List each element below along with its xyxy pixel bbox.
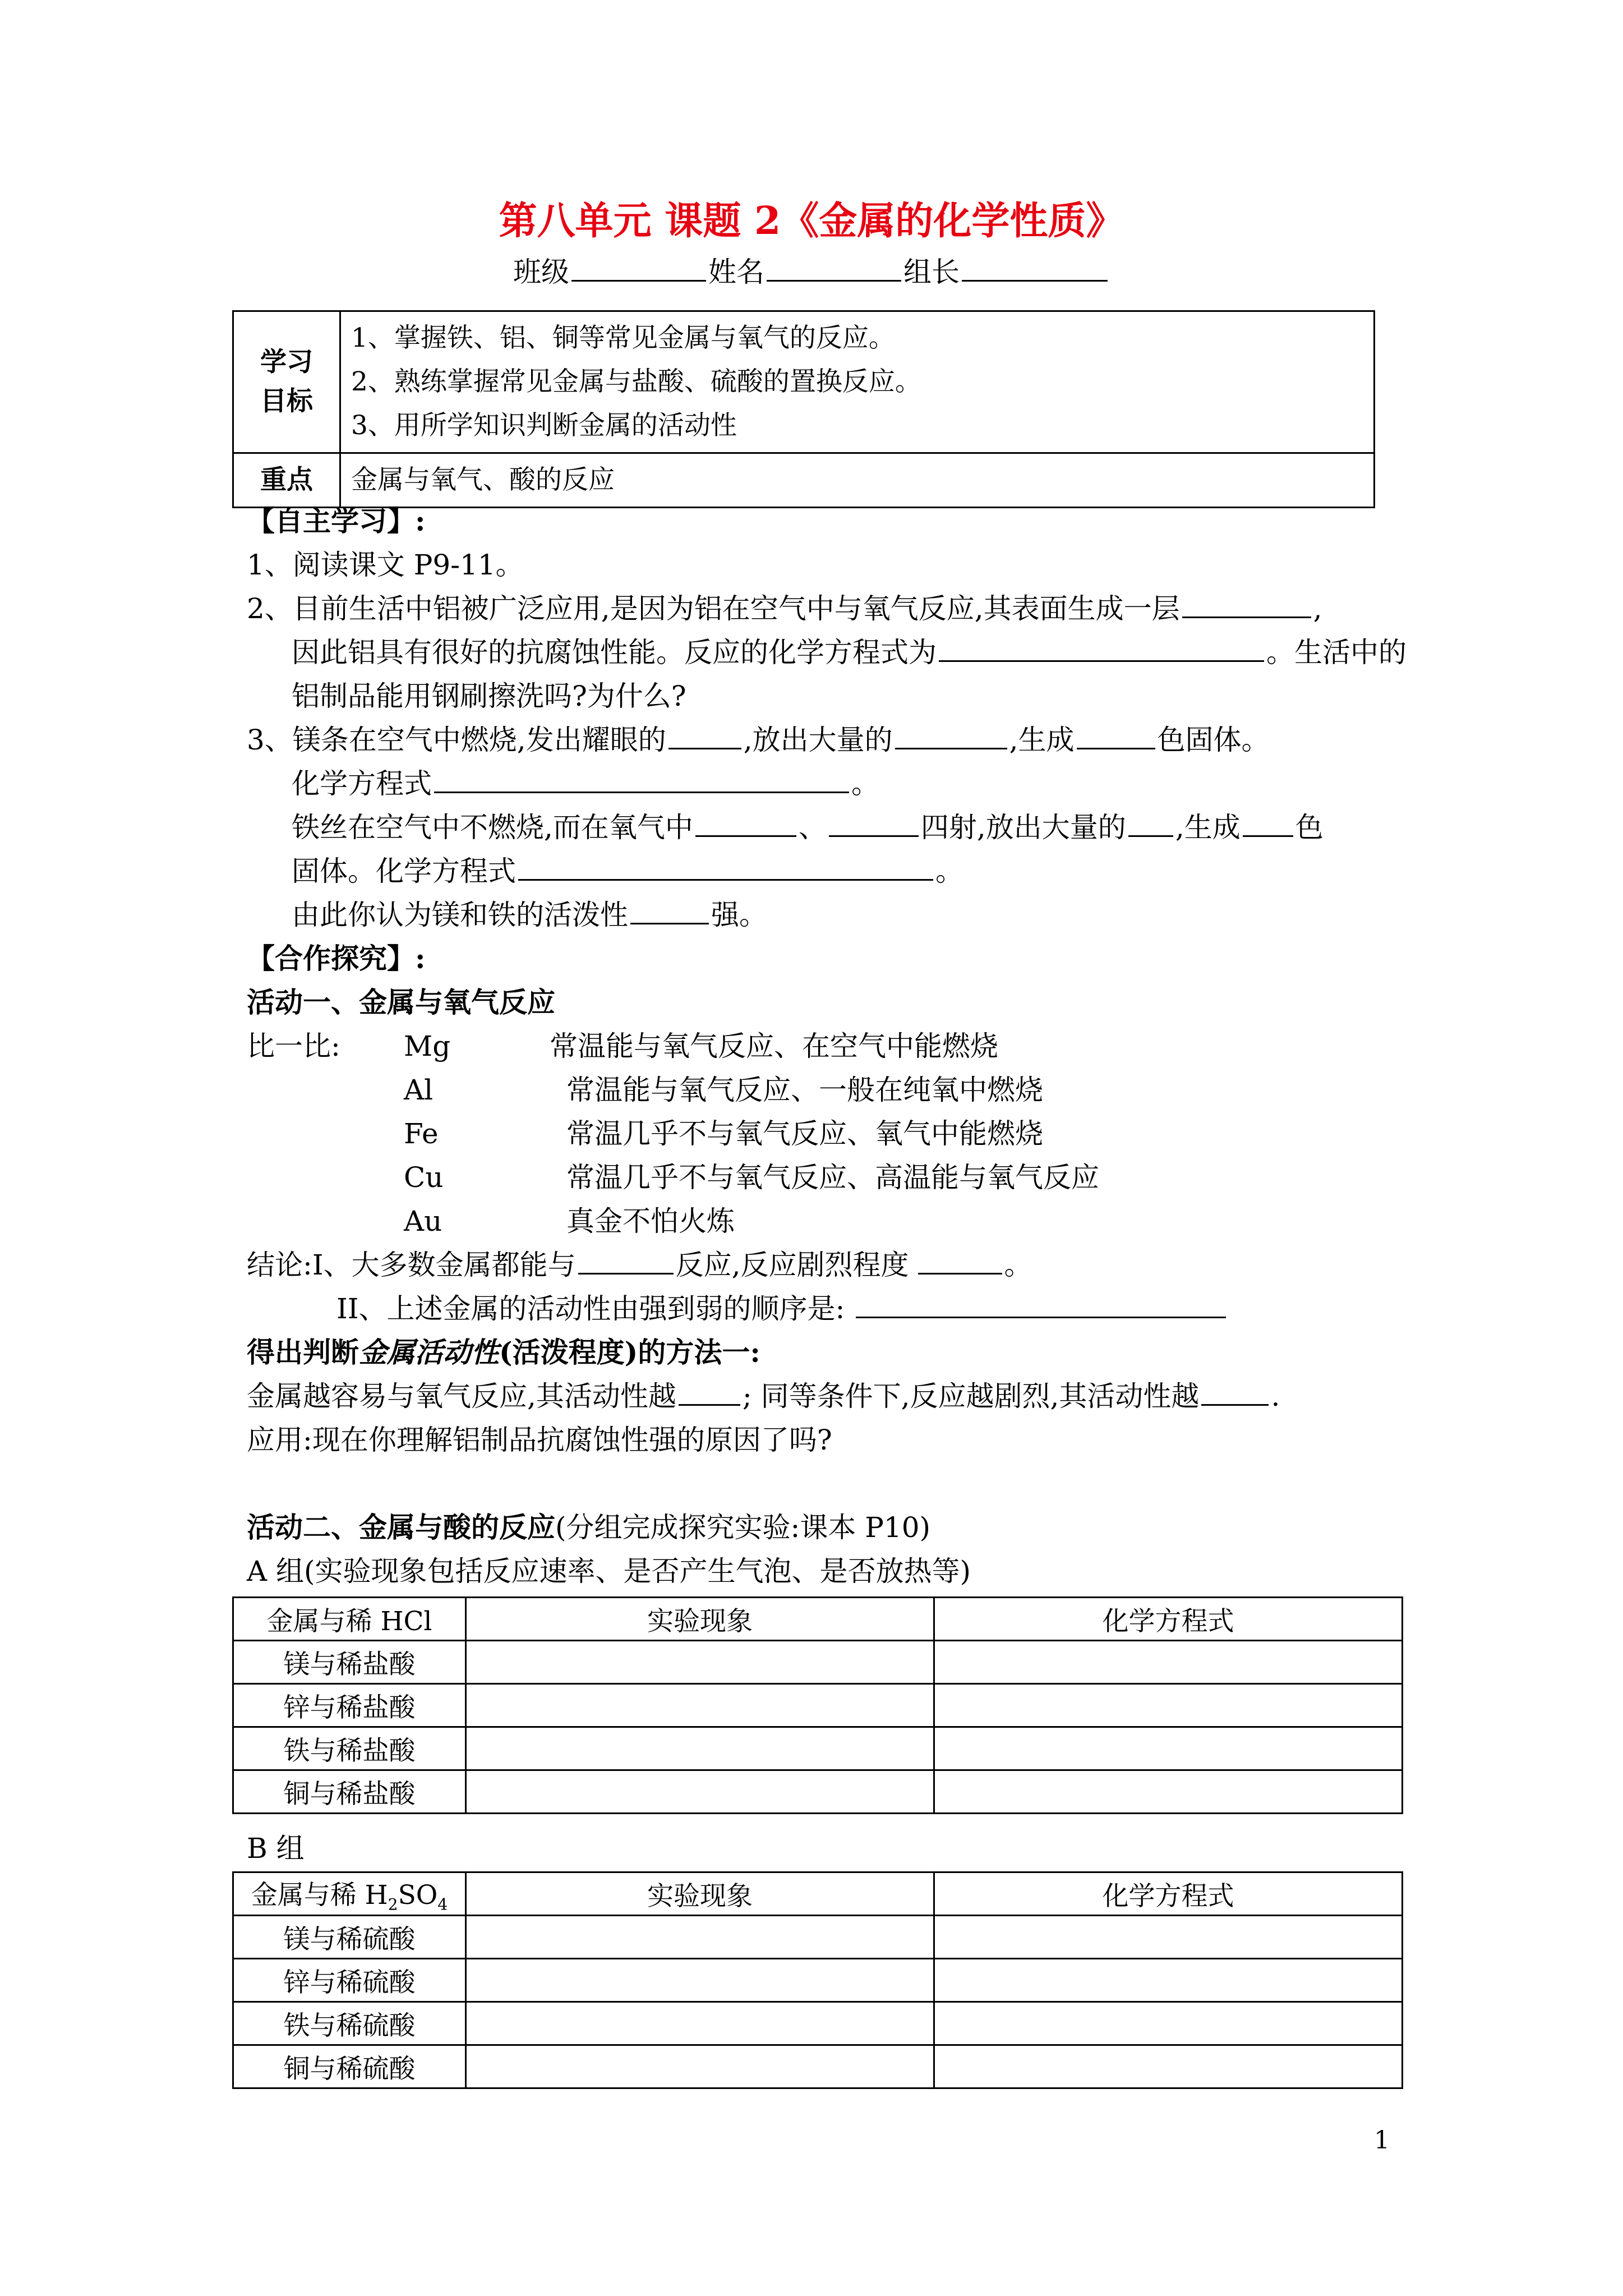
focus-label: 重点 [233, 453, 340, 508]
metal-desc: 常温几乎不与氧气反应、高温能与氧气反应 [566, 1161, 1099, 1194]
question-2-line3: 铝制品能用钢刷擦洗吗?为什么? [292, 680, 686, 712]
metal-symbol: Cu [404, 1161, 444, 1194]
answer-blank[interactable] [1243, 806, 1293, 838]
question-3-line5: 由此你认为镁和铁的活泼性 强。 [292, 893, 767, 937]
activity-2-title: 活动二、金属与酸的反应(分组完成探究实验:课本 P10) [247, 1511, 931, 1544]
row-label: 铜与稀盐酸 [233, 1770, 466, 1814]
metal-desc: 常温几乎不与氧气反应、氧气中能燃烧 [566, 1117, 1043, 1150]
equation-cell[interactable] [934, 1641, 1403, 1684]
row-label: 镁与稀盐酸 [233, 1641, 466, 1684]
table-row [233, 2002, 1403, 2045]
coop-heading: 【合作探究】: [247, 942, 426, 975]
table-header: 金属与稀 HCl [233, 1598, 466, 1641]
self-study-heading: 【自主学习】: [247, 504, 426, 537]
info-line [0, 250, 1623, 290]
table-header: 实验现象 [466, 1598, 934, 1641]
question-3-line4: 固体。化学方程式 。 [292, 849, 963, 893]
phenomenon-cell[interactable] [466, 1727, 934, 1770]
metal-desc: 真金不怕火炼 [566, 1205, 735, 1237]
answer-blank[interactable] [918, 1244, 1002, 1275]
equation-cell[interactable] [934, 1959, 1403, 2002]
equation-cell[interactable] [934, 1916, 1403, 1959]
page-number: 1 [1374, 2126, 1390, 2155]
answer-blank[interactable] [630, 894, 709, 925]
table-header: 化学方程式 [934, 1872, 1403, 1916]
apply-line: 应用:现在你理解铝制品抗腐蚀性强的原因了吗? [247, 1424, 832, 1456]
goals-label: 学习 目标 [233, 311, 340, 453]
phenomenon-cell[interactable] [466, 1959, 934, 2002]
row-label: 铁与稀盐酸 [233, 1727, 466, 1770]
answer-blank[interactable] [856, 1287, 1226, 1319]
row-label: 镁与稀硫酸 [233, 1916, 466, 1959]
answer-blank[interactable] [518, 850, 933, 881]
equation-cell[interactable] [934, 2002, 1403, 2045]
answer-blank[interactable] [939, 631, 1264, 662]
row-label: 锌与稀盐酸 [233, 1684, 466, 1727]
equation-cell[interactable] [934, 1684, 1403, 1727]
answer-blank[interactable] [1201, 1375, 1269, 1406]
table-header: 化学方程式 [934, 1598, 1403, 1641]
table-row [233, 1770, 1403, 1814]
class-label: 班级 [513, 256, 569, 288]
question-1: 1、阅读课文 P9-11。 [247, 549, 524, 581]
table-header-row [233, 1872, 1403, 1916]
question-2-line1: 2、目前生活中铝被广泛应用,是因为铝在空气中与氧气反应,其表面生成一层 , [247, 587, 1322, 631]
question-3-line2: 化学方程式 。 [292, 762, 879, 806]
phenomenon-cell[interactable] [466, 1641, 934, 1684]
compare-row [247, 1024, 998, 1068]
metal-desc: 常温能与氧气反应、在空气中能燃烧 [550, 1030, 998, 1062]
focus-text: 金属与氧气、酸的反应 [340, 453, 1375, 508]
question-3-line1: 3、镁条在空气中燃烧,发出耀眼的 ,放出大量的 ,生成 色固体。 [247, 718, 1270, 762]
goals-table [232, 310, 1375, 508]
leader-blank[interactable] [962, 251, 1108, 282]
answer-blank[interactable] [895, 719, 1007, 750]
goal-item: 3、用所学知识判断金属的活动性 [351, 410, 737, 441]
table-group-b [232, 1871, 1403, 2089]
group-a-label: A 组(实验现象包括反应速率、是否产生气泡、是否放热等) [247, 1555, 971, 1588]
phenomenon-cell[interactable] [466, 2002, 934, 2045]
phenomenon-cell[interactable] [466, 2045, 934, 2088]
metal-symbol: Fe [404, 1117, 439, 1150]
table-group-a [232, 1596, 1403, 1814]
answer-blank[interactable] [668, 719, 741, 750]
metal-symbol: Mg [404, 1030, 451, 1062]
row-label: 铁与稀硫酸 [233, 2002, 466, 2045]
table-header: 实验现象 [466, 1872, 934, 1916]
table-row [233, 2045, 1403, 2088]
method-heading: 得出判断金属活动性(活泼程度)的方法一: [247, 1336, 760, 1369]
table-row [233, 1684, 1403, 1727]
conclusion-1: 结论:I、大多数金属都能与 反应,反应剧烈程度 。 [247, 1243, 1032, 1287]
table-row [233, 1727, 1403, 1770]
equation-cell[interactable] [934, 1727, 1403, 1770]
group-b-label: B 组 [247, 1832, 305, 1865]
answer-blank[interactable] [578, 1244, 674, 1275]
name-blank[interactable] [767, 251, 901, 282]
activity-1-title: 活动一、金属与氧气反应 [247, 986, 555, 1019]
answer-blank[interactable] [829, 806, 919, 838]
answer-blank[interactable] [434, 762, 849, 794]
table-header-row [233, 1598, 1403, 1641]
answer-blank[interactable] [1128, 806, 1173, 838]
answer-blank[interactable] [1077, 719, 1155, 750]
goals-list [340, 311, 1375, 453]
page-title: 第八单元 课题 2《金属的化学性质》 [499, 199, 1124, 243]
row-label: 锌与稀硫酸 [233, 1959, 466, 2002]
answer-blank[interactable] [679, 1375, 740, 1406]
table-row [233, 1641, 1403, 1684]
question-2-line2: 因此铝具有很好的抗腐蚀性能。反应的化学方程式为 。生活中的 [292, 631, 1407, 674]
conclusion-2: II、上述金属的活动性由强到弱的顺序是: [336, 1287, 1228, 1331]
rule-line: 金属越容易与氧气反应,其活动性越 ; 同等条件下,反应越剧烈,其活动性越 . [247, 1374, 1280, 1418]
phenomenon-cell[interactable] [466, 1770, 934, 1814]
table-header: 金属与稀 $H_2SO_4$ [233, 1872, 466, 1916]
table-row [233, 1916, 1403, 1959]
equation-cell[interactable] [934, 1770, 1403, 1814]
goal-item: 2、熟练掌握常见金属与盐酸、硫酸的置换反应。 [351, 366, 921, 397]
compare-label: 比一比: [247, 1030, 340, 1062]
goal-item: 1、掌握铁、铝、铜等常见金属与氧气的反应。 [351, 323, 895, 353]
metal-symbol: Au [404, 1205, 442, 1237]
answer-blank[interactable] [1182, 587, 1311, 619]
metal-symbol: Al [404, 1074, 434, 1106]
leader-label: 组长 [903, 256, 960, 288]
answer-blank[interactable] [695, 806, 796, 838]
phenomenon-cell[interactable] [466, 1684, 934, 1727]
equation-cell[interactable] [934, 2045, 1403, 2088]
class-blank[interactable] [571, 251, 706, 282]
metal-desc: 常温能与氧气反应、一般在纯氧中燃烧 [566, 1074, 1043, 1106]
table-row [233, 1959, 1403, 2002]
phenomenon-cell[interactable] [466, 1916, 934, 1959]
name-label: 姓名 [708, 256, 764, 288]
row-label: 铜与稀硫酸 [233, 2045, 466, 2088]
question-3-line3: 铁丝在空气中不燃烧,而在氧气中 、 四射,放出大量的 ,生成 色 [292, 806, 1324, 849]
